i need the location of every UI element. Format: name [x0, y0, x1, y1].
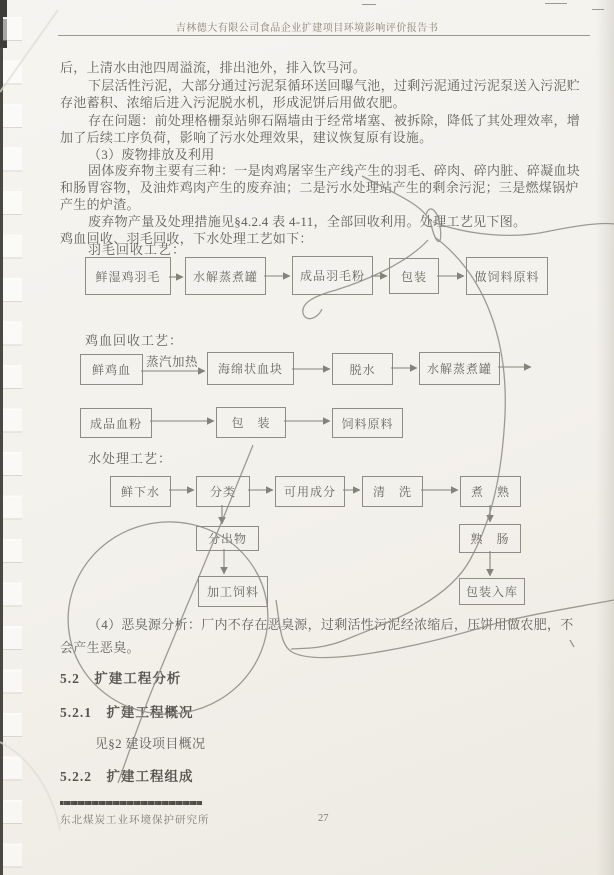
scan-noise-dash — [545, 3, 567, 4]
paragraph-line: （4）恶臭源分析：厂内不存在恶臭源，过剩活性污泥经浓缩后，压饼用做农肥，不 — [88, 617, 574, 632]
paragraph-line: 下层活性污泥，大部分通过污泥泵循环送回曝气池，过剩污泥通过污泥泵送入污泥贮 — [88, 78, 581, 93]
paragraph-line: 后，上清水由池四周溢流，排出池外，排入饮马河。 — [60, 60, 366, 75]
paragraph-line: 会产生恶臭。 — [60, 640, 140, 655]
report-header-title: 吉林德大有限公司食品企业扩建项目环境影响评价报告书 — [175, 23, 439, 34]
flow-box-sponge-clot: 海绵状血块 — [207, 352, 294, 385]
flow-box-fresh-feathers: 鲜湿鸡羽毛 — [85, 257, 171, 295]
flow-box-fresh-blood: 鲜鸡血 — [80, 354, 143, 385]
section-heading-5-2-2: 5.2.2 扩建工程组成 — [60, 769, 194, 784]
paragraph-line: 产生的炉渣。 — [60, 197, 140, 212]
scan-noise-dash — [592, 9, 604, 10]
flow-box-cooking: 煮 熟 — [460, 476, 521, 507]
flow-box-washing: 清 洗 — [362, 476, 423, 507]
flow-box-hydrolysis-tank: 水解蒸煮罐 — [185, 257, 266, 295]
flow-box-processed-feed: 加工饲料 — [198, 576, 268, 607]
paper-right-shadow — [596, 0, 614, 875]
flow-box-pack-warehouse: 包装入库 — [459, 578, 525, 605]
flow-box-packaging: 包装 — [389, 258, 439, 294]
flow-steam-heating-label: 蒸汽加热 — [146, 355, 199, 369]
paragraph-line: 存池蓄积、浓缩后进入污泥脱水机，形成泥饼后用做农肥。 — [60, 95, 406, 110]
paragraph-line: 固体废弃物主要有三种：一是肉鸡屠宰生产线产生的羽毛、碎肉、碎内脏、碎凝血块 — [88, 163, 581, 178]
paragraph-line: 鸡血回收、羽毛回收，下水处理工艺如下： — [60, 231, 313, 246]
paragraph-line: 废弃物产量及处理措施见§4.2.4 表 4-11，全部回收利用。处理工艺见下图。 — [88, 214, 527, 229]
paragraph-line: 加了后续工序负荷，影响了污水处理效果，建议恢复原有设施。 — [60, 130, 433, 145]
paragraph-line: 存在问题：前处理格栅泵站卵石隔墙由于经常堵塞、被拆除，降低了其处理效率，增 — [88, 113, 581, 128]
scan-noise-dash — [362, 4, 376, 5]
flow-box-fresh-offal: 鲜下水 — [110, 476, 171, 507]
flow-box-feed-material: 做饲料原料 — [466, 257, 548, 295]
section-heading-5-2: 5.2 扩建工程分析 — [60, 671, 182, 686]
flow-box-sorting: 分类 — [196, 476, 250, 507]
footer-rule — [60, 801, 202, 805]
flow-feather-label: 羽毛回收工艺： — [88, 242, 187, 257]
flow-box-cooked-intestine: 熟 肠 — [459, 524, 521, 553]
flow-box-usable-parts: 可用成分 — [275, 476, 345, 507]
see-reference-line: 见§2 建设项目概况 — [95, 736, 206, 751]
flow-box-packing2: 包 装 — [216, 407, 286, 438]
flow-box-feed-material2: 饲料原料 — [332, 408, 403, 438]
paragraph-line: 和肠胃容物，及油炸鸡肉产生的废弃油；二是污水处理站产生的剩余污泥；三是燃煤锅炉 — [60, 180, 579, 195]
footer-institute: 东北煤炭工业环境保护研究所 — [60, 815, 210, 826]
flow-box-blood-meal: 成品血粉 — [80, 408, 152, 438]
flow-box-hydrolysis-tank2: 水解蒸煮罐 — [419, 352, 500, 385]
flow-water-label: 水处理工艺： — [88, 451, 173, 466]
flow-blood-label: 鸡血回收工艺： — [85, 333, 184, 348]
flow-box-separated-matter: 分出物 — [196, 526, 259, 551]
page-number: 27 — [318, 813, 329, 824]
header-rule — [58, 35, 590, 36]
section-heading-5-2-1: 5.2.1 扩建工程概况 — [60, 705, 194, 720]
paragraph-line: （3）废物排放及利用 — [88, 147, 215, 162]
flow-box-dewatering: 脱水 — [332, 353, 393, 385]
flow-box-feather-meal: 成品羽毛粉 — [292, 256, 373, 295]
binding-holes — [3, 0, 22, 875]
